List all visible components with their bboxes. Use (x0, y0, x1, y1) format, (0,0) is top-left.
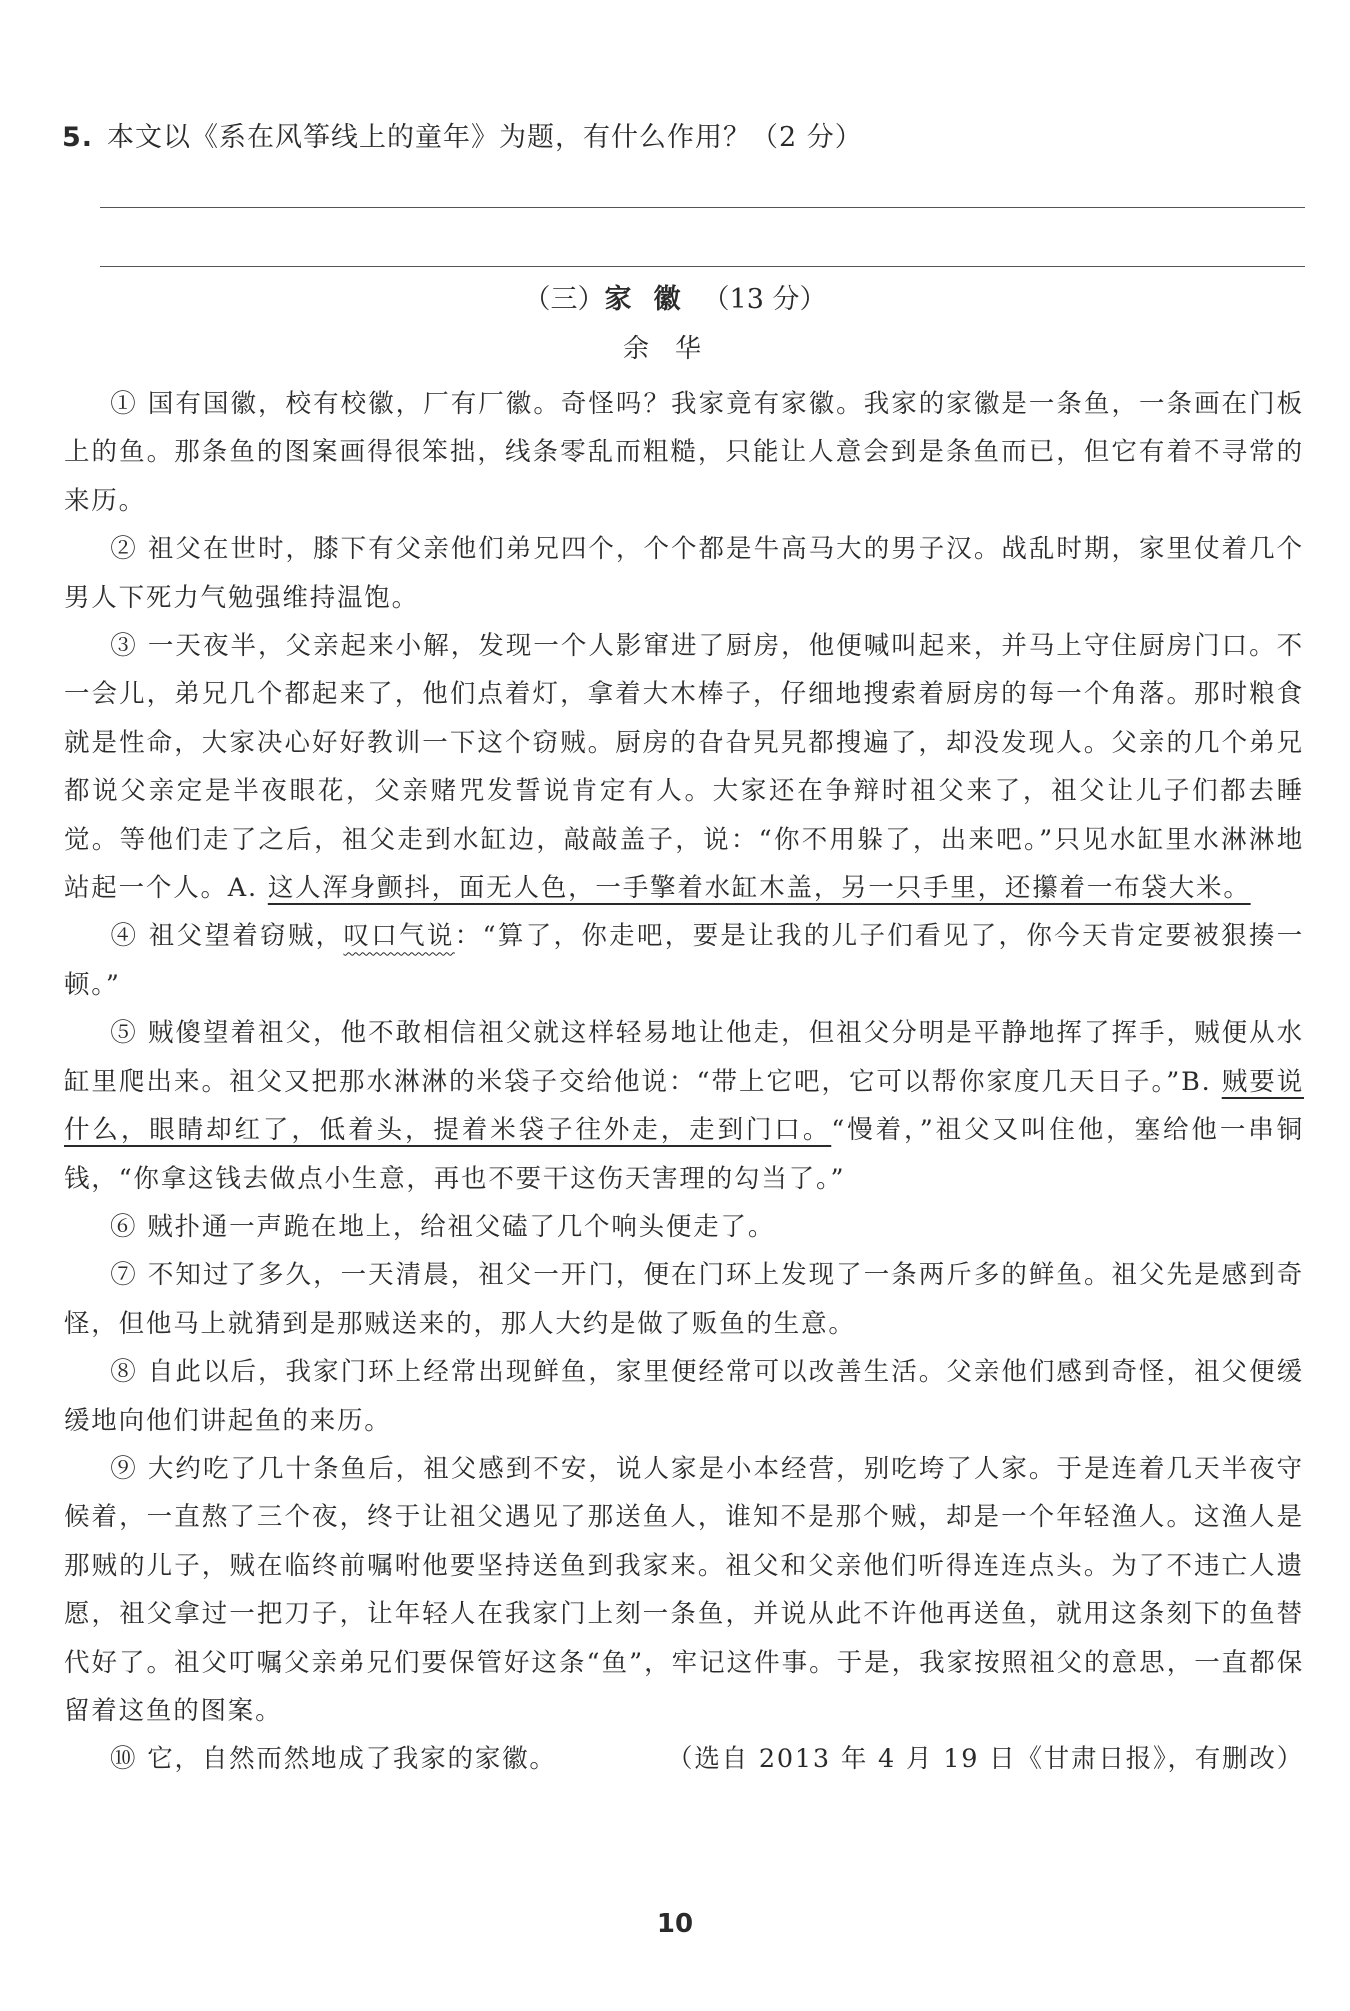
wavy-underlined-phrase: 叹口气说 (343, 921, 455, 952)
paragraph-6: ⑥ 贼扑通一声跪在地上，给祖父磕了几个响头便走了。 (110, 1211, 776, 1242)
paragraph-5: ⑤ 贼傻望着祖父，他不敢相信祖父就这样轻易地让他走，但祖父分明是平静地挥了挥手，贼便从水缸里爬出来。祖父又把那水淋淋的米袋子交给他说：“带上它吧，它可以帮你家度几天日子。”B. 贼要说什么，眼睛却红了，低着头，提着米袋子往外走，走到门口。“慢着，”祖父又叫住他，塞给他一串铜钱，“你拿这钱去做点小生意，再也不要干这伤天害理的勾当了。” (64, 1018, 1305, 1194)
article-title: 家徽 (604, 284, 703, 315)
section-heading (0, 280, 1350, 320)
question-text: 本文以《系在风筝线上的童年》为题，有什么作用？（2 分） (107, 122, 863, 153)
source-citation: （选自 2013 年 4 月 19 日《甘肃日报》，有删改） (667, 1744, 1304, 1775)
answer-line[interactable] (100, 207, 1305, 208)
paragraph-10: ⑩ 它，自然而然地成了我家的家徽。 （选自 2013 年 4 月 19 日《甘肃日报》，有删改） (64, 1735, 1304, 1783)
paragraph-9: ⑨ 大约吃了几十条鱼后，祖父感到不安，说人家是小本经营，别吃垮了人家。于是连着几天半夜守候着，一直熬了三个夜，终于让祖父遇见了那送鱼人，谁知不是那个贼，却是一个年轻渔人。这渔人是那贼的儿子，贼在临终前嘱咐他要坚持送鱼到我家来。祖父和父亲他们听得连连点头。为了不违亡人遗愿，祖父拿过一把刀子，让年轻人在我家门上刻一条鱼，并说从此不许他再送鱼，就用这条刻下的鱼替代好了。祖父叮嘱父亲弟兄们要保管好这条“鱼”，牢记这件事。于是，我家按照祖父的意思，一直都保留着这鱼的图案。 (64, 1453, 1304, 1726)
question-number: 5. (62, 122, 94, 153)
paragraph-1: ① 国有国徽，校有校徽，厂有厂徽。奇怪吗？我家竟有家徽。我家的家徽是一条鱼，一条画在门板上的鱼。那条鱼的图案画得很笨拙，线条零乱而粗糙，只能让人意会到是条鱼而已，但它有着不寻常的来历。 (64, 389, 1304, 516)
paragraph-3: ③ 一天夜半，父亲起来小解，发现一个人影窜进了厨房，他便喊叫起来，并马上守住厨房门口。不一会儿，弟兄几个都起来了，他们点着灯，拿着大木棒子，仔细地搜索着厨房的每一个角落。那时粮食就是性命，大家决心好好教训一下这个窃贼。厨房的旮旮旯旯都搜遍了，却没发现人。父亲的几个弟兄都说父亲定是半夜眼花，父亲赌咒发誓说肯定有人。大家还在争辩时祖父来了，祖父让儿子们都去睡觉。等他们走了之后，祖父走到水缸边，敲敲盖子，说：“你不用躲了，出来吧。”只见水缸里水淋淋地站起一个人。A. 这人浑身颤抖，面无人色，一手擎着水缸木盖，另一只手里，还攥着一布袋大米。 (64, 631, 1304, 904)
article-body (64, 380, 1304, 1784)
underlined-sentence-b: 贼要说什么，眼睛却红了，低着头，提着米袋子往外走，走到门口。 (64, 1066, 1305, 1146)
underlined-sentence-a: 这人浑身颤抖，面无人色，一手擎着水缸木盖，另一只手里，还攥着一布袋大米。 (267, 873, 1251, 904)
answer-line[interactable] (100, 266, 1305, 267)
page-number: 10 (656, 1909, 694, 1939)
article-author: 余华 (622, 334, 727, 364)
section-score: （13 分） (702, 284, 827, 315)
paragraph-7: ⑦ 不知过了多久，一天清晨，祖父一开门，便在门环上发现了一条两斤多的鲜鱼。祖父先是感到奇怪，但他马上就猜到是那贼送来的，那人大约是做了贩鱼的生意。 (64, 1260, 1304, 1339)
paragraph-2: ② 祖父在世时，膝下有父亲他们弟兄四个，个个都是牛高马大的男子汉。战乱时期，家里仗着几个男人下死力气勉强维持温饱。 (64, 534, 1304, 613)
section-number: （三） (523, 284, 605, 315)
paragraph-4: ④ 祖父望着窃贼，叹口气说：“算了，你走吧，要是让我的儿子们看见了，你今天肯定要被狠揍一顿。” (64, 921, 1304, 1000)
question-5 (62, 118, 863, 158)
paragraph-8: ⑧ 自此以后，我家门环上经常出现鲜鱼，家里便经常可以改善生活。父亲他们感到奇怪，祖父便缓缓地向他们讲起鱼的来历。 (64, 1357, 1304, 1436)
